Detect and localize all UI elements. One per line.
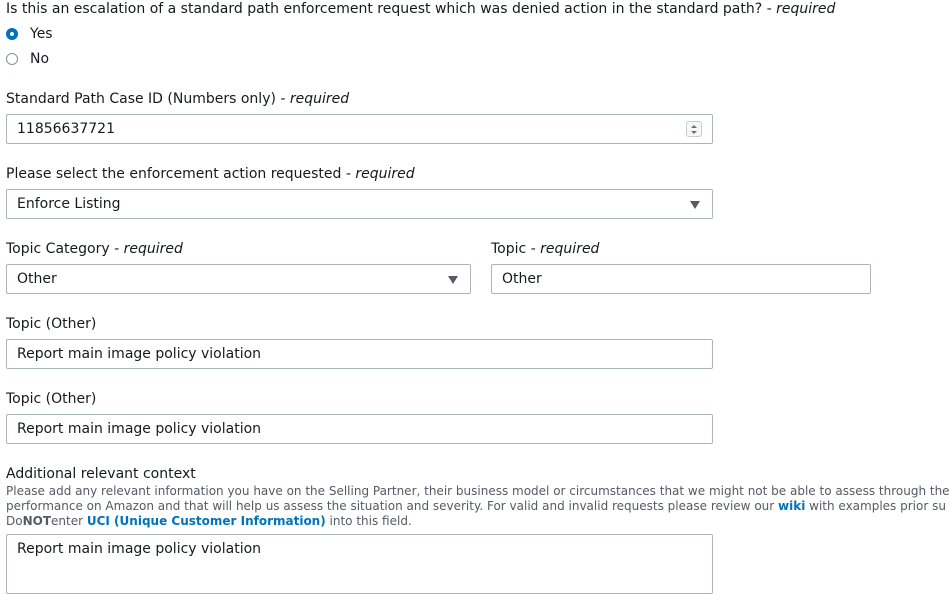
radio-unselected-icon[interactable] — [6, 53, 18, 65]
caret-down-icon — [690, 201, 700, 209]
context-help-line-2: performance on Amazon and that will help us assess the situation and severity. For valid and invalid requests please review our wiki with examples prior su — [6, 499, 946, 513]
topic-category-label: Topic Category - required — [6, 241, 183, 257]
enforcement-label: Please select the enforcement action requested - required — [6, 166, 415, 182]
enforcement-selected-value: Enforce Listing — [17, 196, 121, 212]
radio-yes-label: Yes — [30, 26, 53, 42]
radio-selected-icon[interactable] — [6, 28, 18, 40]
case-id-input[interactable] — [6, 114, 713, 144]
topic-select[interactable] — [491, 264, 871, 294]
radio-no-label: No — [30, 51, 50, 67]
escalation-question: Is this an escalation of a standard path enforcement request which was denied action in the standard path? - required — [6, 1, 836, 17]
radio-yes[interactable] — [6, 25, 53, 43]
topic-other-input[interactable] — [6, 339, 713, 369]
enforcement-select[interactable] — [6, 189, 713, 219]
required-marker: - required — [526, 241, 600, 257]
context-help-line-1: Please add any relevant information you have on the Selling Partner, their business model or circumstances that we might not be able to assess through the — [6, 484, 950, 498]
required-marker: - required — [341, 166, 415, 182]
case-id-label: Standard Path Case ID (Numbers only) - required — [6, 91, 350, 107]
wiki-link[interactable]: wiki — [778, 499, 806, 513]
topic-category-select[interactable] — [6, 264, 471, 294]
required-marker: - required — [109, 241, 183, 257]
uci-link[interactable]: UCI (Unique Customer Information) — [86, 514, 326, 528]
topic-selected-value: Other — [502, 271, 542, 287]
topic-label: Topic - required — [491, 241, 600, 257]
context-label: Additional relevant context — [6, 466, 196, 482]
case-id-value: 11856637721 — [17, 121, 115, 137]
context-help-line-3: DoNOTenter UCI (Unique Customer Information) into this field. — [6, 514, 412, 528]
topic-other-value-2: Report main image policy violation — [17, 421, 262, 437]
topic-other-value: Report main image policy violation — [17, 346, 262, 362]
context-textarea[interactable] — [6, 534, 713, 594]
context-value: Report main image policy violation — [17, 541, 262, 557]
caret-down-icon — [448, 276, 458, 284]
topic-other-label-2: Topic (Other) — [6, 391, 97, 407]
radio-no[interactable] — [6, 50, 49, 68]
topic-category-selected-value: Other — [17, 271, 57, 287]
required-marker: - required — [762, 1, 836, 17]
topic-other-label: Topic (Other) — [6, 316, 97, 332]
number-stepper-icon[interactable] — [686, 121, 702, 137]
required-marker: - required — [275, 91, 350, 107]
topic-other-input-2[interactable] — [6, 414, 713, 444]
